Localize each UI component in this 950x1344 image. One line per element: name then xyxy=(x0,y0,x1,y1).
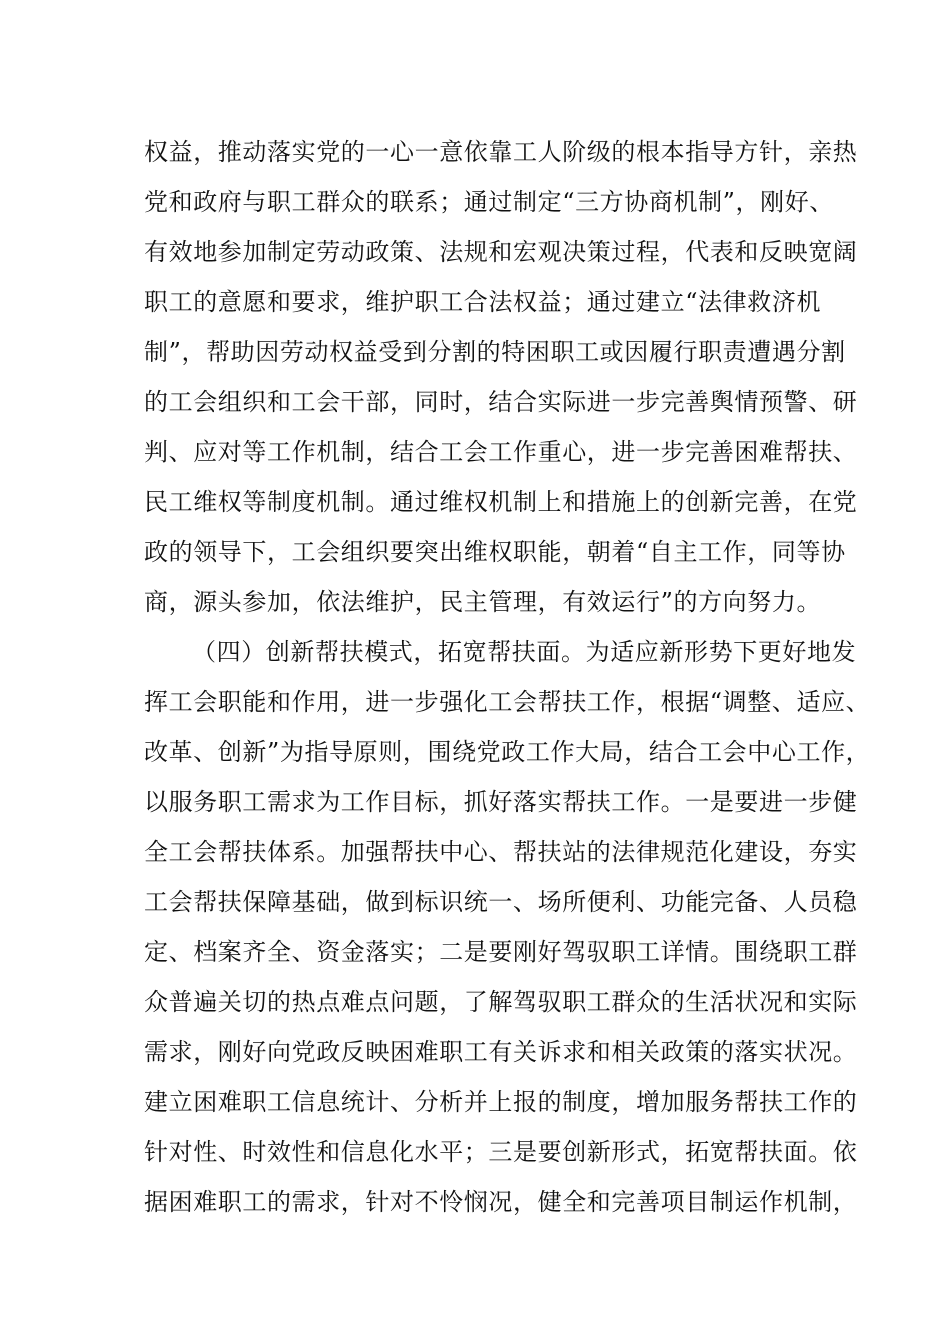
section-heading-line: （四）创新帮扶模式，拓宽帮扶面。为适应新形势下更好地发 xyxy=(192,638,857,666)
text-line: 工会帮扶保障基础，做到标识统一、场所便利、功能完备、人员稳 xyxy=(144,888,858,916)
text-line: 挥工会职能和作用，进一步强化工会帮扶工作，根据“调整、适应、 xyxy=(144,688,871,716)
text-line: 权益，推动落实党的一心一意依靠工人阶级的根本指导方针，亲热 xyxy=(144,138,858,166)
text-line: 商，源头参加，依法维护，民主管理，有效运行”的方向努力。 xyxy=(144,588,822,616)
text-line: 有效地参加制定劳动政策、法规和宏观决策过程，代表和反映宽阔 xyxy=(144,238,858,266)
text-line: 判、应对等工作机制，结合工会工作重心，进一步完善困难帮扶、 xyxy=(144,438,858,466)
text-line: 据困难职工的需求，针对不怜悯况，健全和完善项目制运作机制， xyxy=(144,1188,858,1216)
text-line: 以服务职工需求为工作目标，抓好落实帮扶工作。一是要进一步健 xyxy=(144,788,858,816)
text-line: 职工的意愿和要求，维护职工合法权益；通过建立“法律救济机 xyxy=(144,288,822,316)
text-line: 改革、创新”为指导原则，围绕党政工作大局，结合工会中心工作， xyxy=(144,738,871,766)
text-line: 政的领导下，工会组织要突出维权职能，朝着“自主工作，同等协 xyxy=(144,538,846,566)
text-line: 建立困难职工信息统计、分析并上报的制度，增加服务帮扶工作的 xyxy=(144,1088,858,1116)
text-line: 党和政府与职工群众的联系；通过制定“三方协商机制”，刚好、 xyxy=(144,188,834,216)
text-line: 制”，帮助因劳动权益受到分割的特困职工或因履行职责遭遇分割 xyxy=(144,338,846,366)
text-line: 民工维权等制度机制。通过维权机制上和措施上的创新完善，在党 xyxy=(144,488,858,516)
text-line: 针对性、时效性和信息化水平；三是要创新形式，拓宽帮扶面。依 xyxy=(144,1138,858,1166)
text-line: 众普遍关切的热点难点问题，了解驾驭职工群众的生活状况和实际 xyxy=(144,988,858,1016)
text-line: 定、档案齐全、资金落实；二是要刚好驾驭职工详情。围绕职工群 xyxy=(144,938,858,966)
text-line: 需求，刚好向党政反映困难职工有关诉求和相关政策的落实状况。 xyxy=(144,1038,858,1066)
text-line: 全工会帮扶体系。加强帮扶中心、帮扶站的法律规范化建设，夯实 xyxy=(144,838,858,866)
text-line: 的工会组织和工会干部，同时，结合实际进一步完善舆情预警、研 xyxy=(144,388,858,416)
